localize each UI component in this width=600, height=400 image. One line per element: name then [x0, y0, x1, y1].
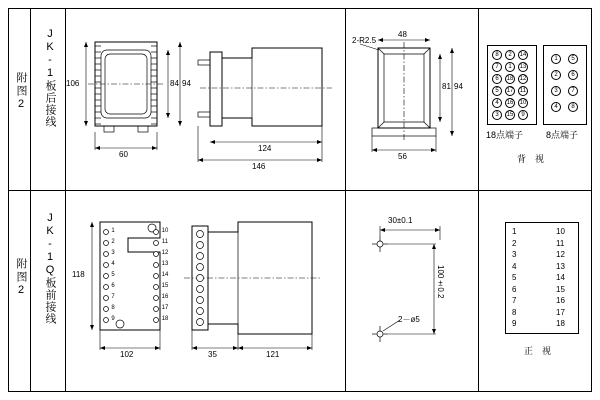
terminal-8-3: 3 — [554, 88, 558, 94]
row2-right-term-15: 15 — [161, 283, 169, 289]
table-left-6: 6 — [512, 284, 517, 294]
row2-left-term-6: 6 — [111, 283, 115, 289]
row2-right-term-18: 18 — [161, 316, 169, 322]
row1-view-caption: 背 视 — [517, 154, 545, 164]
terminal-8-caption: 8点端子 — [546, 130, 579, 140]
row2-left-term-3: 3 — [111, 250, 115, 256]
terminal-18-11: 16 — [506, 100, 514, 106]
row2-left-term-5: 5 — [111, 272, 115, 278]
terminal-18-7: 2 — [508, 52, 512, 58]
table-right-14: 14 — [556, 273, 565, 282]
terminal-8-8: 8 — [571, 104, 575, 110]
dim-front-height: 106 — [66, 79, 80, 88]
row2-side-label: 附图2 — [15, 258, 27, 298]
dim-hole-x: 30±0.1 — [388, 216, 413, 225]
dim-panel-h2: 94 — [454, 82, 463, 91]
table-left-1: 1 — [512, 227, 517, 236]
dim-panel-radius: 2-R2.5 — [352, 36, 377, 45]
terminal-8-7: 7 — [571, 88, 575, 94]
table-right-18: 18 — [556, 319, 565, 328]
table-left-3: 3 — [512, 250, 517, 259]
terminal-18-2: 7 — [495, 64, 499, 70]
row2-right-term-13: 13 — [161, 261, 169, 267]
dim-front-width: 60 — [119, 150, 128, 159]
terminal-8-5: 5 — [571, 56, 575, 62]
terminal-18-12: 15 — [506, 112, 514, 118]
row1-side-label: 附图2 — [15, 72, 27, 112]
row2-table-left-col — [512, 226, 516, 330]
terminal-18-8: 1 — [508, 64, 512, 70]
dim-body-h2: 94 — [182, 79, 191, 88]
dim-hole-spec: 2－ø5 — [398, 315, 420, 324]
terminal-18-10: 17 — [506, 88, 514, 94]
table-right-17: 17 — [556, 307, 565, 317]
terminal-18-1: 8 — [495, 52, 499, 58]
row2-left-term-8: 8 — [111, 305, 115, 311]
dim-side-w2: 146 — [252, 162, 266, 171]
table-left-5: 5 — [512, 273, 517, 282]
table-right-15: 15 — [556, 284, 565, 294]
table-right-11: 11 — [556, 238, 565, 248]
row2-part-name: JK-1Q板前接线 — [44, 212, 56, 325]
row2-left-term-9: 9 — [111, 316, 115, 322]
row2-right-term-10: 10 — [161, 228, 169, 234]
terminal-18-4: 5 — [495, 88, 499, 94]
terminal-18-6: 3 — [495, 112, 499, 118]
dim-left-width: 102 — [120, 350, 134, 359]
row2-left-term-7: 7 — [111, 294, 115, 300]
terminal-18-9: 18 — [506, 76, 514, 82]
dim-hole-y — [436, 265, 445, 298]
table-left-2: 2 — [512, 238, 517, 248]
row2-left-term-4: 4 — [111, 261, 115, 267]
terminal-18-3: 6 — [495, 76, 499, 82]
dim-hole-y-text: 100±0.2 — [436, 265, 445, 299]
table-right-13: 13 — [556, 261, 565, 271]
row2-right-term-14: 14 — [161, 272, 169, 278]
table-left-9: 9 — [512, 319, 517, 328]
terminal-18-13: 14 — [519, 52, 527, 58]
row2-right-term-17: 17 — [161, 305, 169, 311]
dim-side-w1: 124 — [258, 144, 272, 153]
table-left-8: 8 — [512, 307, 517, 317]
terminal-18-5: 4 — [495, 100, 499, 106]
terminal-18-caption: 18点端子 — [486, 130, 524, 140]
table-left-4: 4 — [512, 261, 517, 271]
terminal-8-6: 6 — [571, 72, 575, 78]
terminal-18-16: 11 — [519, 88, 527, 94]
terminal-8-2: 2 — [554, 72, 558, 78]
dim-row2-side-w2: 121 — [266, 350, 280, 359]
dim-panel-width: 48 — [398, 30, 407, 39]
row2-right-term-12: 12 — [161, 250, 169, 256]
row2-right-term-16: 16 — [161, 294, 169, 300]
table-right-16: 16 — [556, 296, 565, 305]
dim-row2-side-w1: 35 — [208, 350, 217, 359]
table-left-7: 7 — [512, 296, 517, 305]
terminal-8-4: 4 — [554, 104, 558, 110]
row2-left-term-1: 1 — [111, 228, 115, 234]
row2-view-caption: 正 视 — [524, 346, 552, 356]
row2-left-term-2: 2 — [111, 239, 115, 245]
terminal-8-1: 1 — [554, 56, 558, 62]
terminal-18-15: 12 — [519, 76, 527, 82]
table-right-10: 10 — [556, 227, 565, 236]
terminal-18-14: 13 — [519, 64, 527, 70]
dim-panel-width2: 56 — [398, 152, 407, 161]
row1-part-name: JK-1板后接线 — [44, 28, 56, 128]
table-right-12: 12 — [556, 250, 565, 259]
row2-right-term-11: 11 — [161, 239, 169, 245]
row2-table-right-col — [556, 226, 565, 330]
dim-panel-h1: 81 — [442, 82, 451, 91]
dim-body-h1: 84 — [170, 79, 179, 88]
dim-left-height: 118 — [72, 270, 85, 279]
terminal-18-18: 9 — [521, 112, 525, 118]
terminal-18-17: 10 — [519, 100, 527, 106]
